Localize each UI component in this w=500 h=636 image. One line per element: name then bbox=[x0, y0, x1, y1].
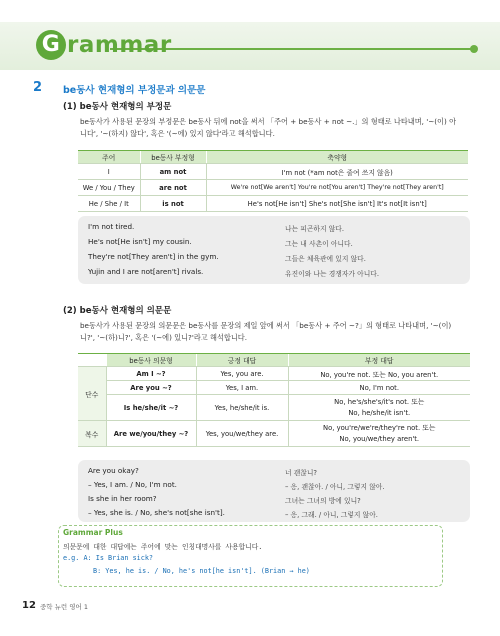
table-row bbox=[78, 381, 470, 395]
table-row bbox=[78, 196, 468, 212]
question-table bbox=[78, 353, 470, 447]
example-sentence: He's not[He isn't] my cousin. bbox=[88, 237, 192, 246]
example-translation: 그는 내 사촌이 아니다. bbox=[285, 240, 353, 248]
table-cell: Yes, you are. bbox=[196, 367, 288, 381]
table-header: 축약형 bbox=[206, 151, 468, 164]
example-sentence: Are you okay? bbox=[88, 466, 139, 475]
table-cell: No, I'm not. bbox=[288, 381, 470, 395]
table-cell: Am I ~? bbox=[106, 367, 196, 381]
table-cell: Are you ~? bbox=[106, 381, 196, 395]
grammar-logo-circle: G bbox=[36, 30, 66, 60]
table-cell-line: No, he's/she's/it's not. 또는 bbox=[334, 397, 425, 406]
negative-heading: (1) be동사 현재형의 부정문 bbox=[63, 102, 172, 112]
section-number: 2 bbox=[33, 80, 43, 95]
table-cell: We're not[We aren't] You're not[You aren't] They're not[They aren't] bbox=[206, 180, 468, 196]
example-sentence: I'm not tired. bbox=[88, 222, 135, 231]
negative-paragraph-line1: be동사가 사용된 문장의 부정문은 be동사 뒤에 not을 써서 「주어 + be동사 + not ~.」의 형태로 나타내며, '~(이) 아 bbox=[80, 117, 457, 126]
table-header-blank bbox=[78, 354, 106, 367]
table-cell-line: No, he/she/it isn't. bbox=[348, 408, 411, 417]
example-sentence: – Yes, she is. / No, she's not[she isn't]. bbox=[88, 508, 225, 517]
example-sentence: They're not[They aren't] in the gym. bbox=[88, 252, 219, 261]
table-cell: Yes, he/she/it is. bbox=[196, 395, 288, 421]
table-header: 부정 대답 bbox=[288, 354, 470, 367]
example-translation: 그녀는 그녀의 방에 있니? bbox=[285, 497, 361, 505]
example-translation: 유진이와 나는 경쟁자가 아니다. bbox=[285, 270, 379, 278]
table-header: be동사 의문형 bbox=[106, 354, 196, 367]
table-cell: I bbox=[78, 164, 140, 180]
table-header: be동사 부정형 bbox=[140, 151, 206, 164]
table-cell-line: No, you're/we're/they're not. 또는 bbox=[323, 423, 436, 432]
table-cell: Is he/she/it ~? bbox=[106, 395, 196, 421]
question-paragraph-line2: 니?', '~(하)니?', 혹은 '(~에) 있니?'라고 해석합니다. bbox=[80, 333, 248, 342]
question-paragraph-line1: be동사가 사용된 문장의 의문문은 be동사를 문장의 제일 앞에 써서 「be동사 + 주어 ~?」의 형태로 나타내며, '~(이) bbox=[80, 321, 452, 330]
table-cell: Yes, I am. bbox=[196, 381, 288, 395]
row-label-singular: 단수 bbox=[78, 367, 106, 421]
table-cell: I'm not (*am not은 줄여 쓰지 않음) bbox=[206, 164, 468, 180]
page-number: 12 bbox=[22, 600, 36, 611]
table-cell: am not bbox=[140, 164, 206, 180]
example-translation: 나는 피곤하지 않다. bbox=[285, 225, 345, 233]
example-translation: – 응, 괜찮아. / 아니, 그렇지 않아. bbox=[285, 483, 385, 491]
table-cell bbox=[288, 421, 470, 447]
example-sentence: – Yes, I am. / No, I'm not. bbox=[88, 480, 177, 489]
grammar-title-rest: rammar bbox=[67, 32, 172, 58]
header-rule-dot bbox=[470, 45, 478, 53]
table-cell: He's not[He isn't] She's not[She isn't] It's not[It isn't] bbox=[206, 196, 468, 212]
grammar-plus-example-b: B: Yes, he is. / No, he's not[he isn't]. (Brian → he) bbox=[93, 567, 310, 575]
negative-table bbox=[78, 150, 468, 212]
table-cell: No, you're not. 또는 No, you aren't. bbox=[288, 367, 470, 381]
example-sentence: Is she in her room? bbox=[88, 494, 157, 503]
example-translation: 그들은 체육관에 있지 않다. bbox=[285, 255, 366, 263]
table-cell: is not bbox=[140, 196, 206, 212]
grammar-plus-example-a: e.g. A: Is Brian sick? bbox=[63, 554, 154, 562]
example-translation: – 응, 그래. / 아니, 그렇지 않아. bbox=[285, 511, 378, 519]
table-row bbox=[78, 180, 468, 196]
table-header: 주어 bbox=[78, 151, 140, 164]
grammar-plus-tag: Grammar Plus bbox=[63, 528, 123, 537]
table-cell: Are we/you/they ~? bbox=[106, 421, 196, 447]
table-cell: He / She / It bbox=[78, 196, 140, 212]
negative-paragraph-line2: 니다', '~(하지) 않다', 혹은 '(~에) 있지 않다'라고 해석합니다. bbox=[80, 129, 275, 138]
table-cell bbox=[288, 395, 470, 421]
table-cell: We / You / They bbox=[78, 180, 140, 196]
table-row bbox=[78, 367, 470, 381]
table-cell: are not bbox=[140, 180, 206, 196]
grammar-title bbox=[36, 30, 172, 60]
table-row bbox=[78, 421, 470, 447]
table-cell: Yes, you/we/they are. bbox=[196, 421, 288, 447]
example-translation: 너 괜찮니? bbox=[285, 469, 318, 477]
book-title: 중학 뉴런 영어 1 bbox=[40, 603, 89, 611]
table-row bbox=[78, 164, 468, 180]
grammar-plus-note: 의문문에 대한 대답에는 주어에 맞는 인칭대명사를 사용합니다. bbox=[63, 543, 263, 551]
row-label-plural: 복수 bbox=[78, 421, 106, 447]
example-sentence: Yujin and I are not[aren't] rivals. bbox=[88, 267, 204, 276]
section-title: be동사 현재형의 부정문과 의문문 bbox=[63, 85, 206, 96]
table-header: 긍정 대답 bbox=[196, 354, 288, 367]
question-heading: (2) be동사 현재형의 의문문 bbox=[63, 306, 172, 316]
table-cell-line: No, you/we/they aren't. bbox=[339, 434, 420, 443]
table-row bbox=[78, 395, 470, 421]
